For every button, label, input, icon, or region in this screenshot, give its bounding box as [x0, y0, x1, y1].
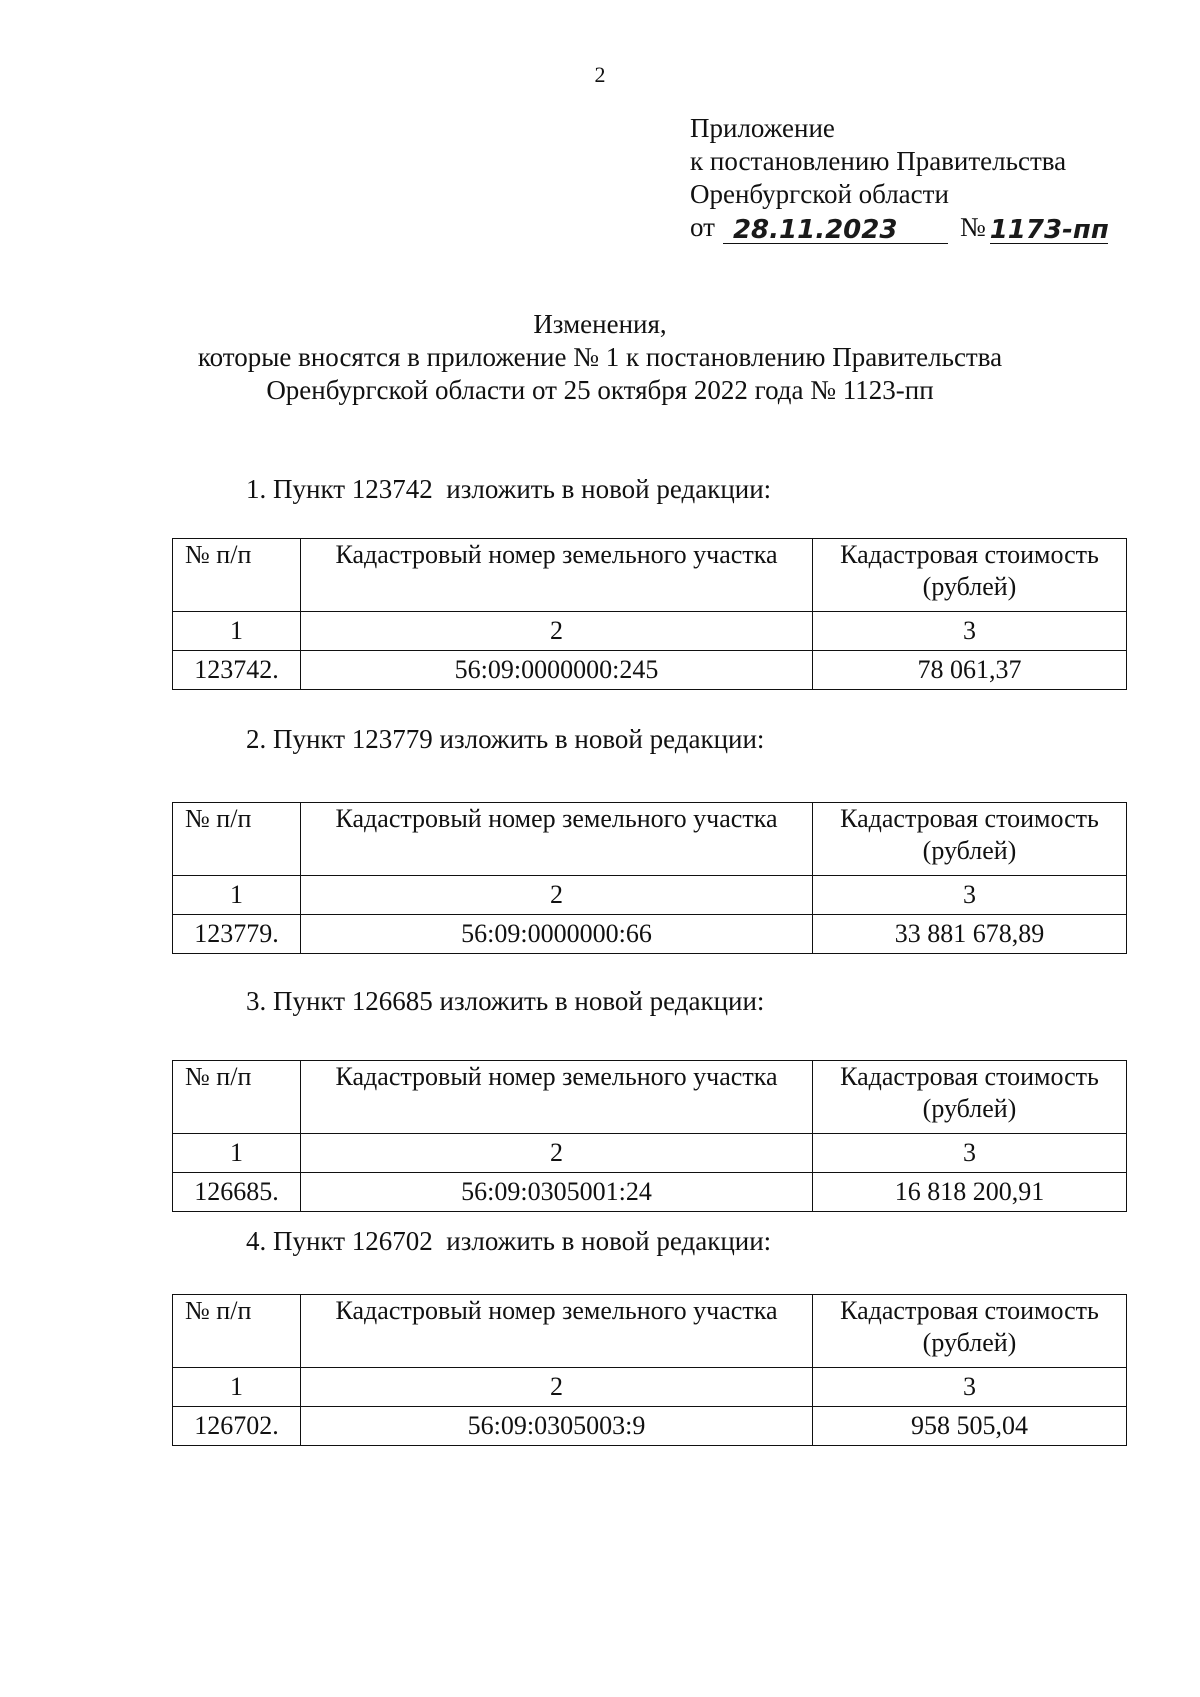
row-cadastral: 56:09:0000000:245 — [301, 651, 813, 690]
document-title — [0, 308, 1200, 407]
table-header-row — [173, 539, 1127, 612]
table-row — [173, 915, 1127, 954]
row-cost: 78 061,37 — [813, 651, 1127, 690]
index-cell-2: 2 — [301, 612, 813, 651]
date-prefix: от — [690, 212, 715, 242]
table-row — [173, 651, 1127, 690]
section-heading-2: 2. Пункт 123779 изложить в новой редакции: — [246, 724, 765, 754]
header-num: № п/п — [173, 803, 301, 876]
header-cadastral: Кадастровый номер земельного участка — [301, 803, 813, 876]
index-cell-2: 2 — [301, 876, 813, 915]
header-cadastral: Кадастровый номер земельного участка — [301, 539, 813, 612]
row-num: 123779. — [173, 915, 301, 954]
table-header-row — [173, 803, 1127, 876]
table-header-row — [173, 1295, 1127, 1368]
header-num: № п/п — [173, 539, 301, 612]
cadastral-table-1 — [172, 538, 1127, 690]
row-cadastral: 56:09:0305001:24 — [301, 1173, 813, 1212]
appendix-line-1: Приложение — [690, 113, 835, 143]
index-cell-2: 2 — [301, 1134, 813, 1173]
index-cell-3: 3 — [813, 1368, 1127, 1407]
cadastral-table-2 — [172, 802, 1127, 954]
index-cell-1: 1 — [173, 1368, 301, 1407]
date-field — [723, 213, 948, 244]
table-index-row — [173, 612, 1127, 651]
table-index-row — [173, 1368, 1127, 1407]
cadastral-table-3 — [172, 1060, 1127, 1212]
section-heading-1: 1. Пункт 123742 изложить в новой редакции: — [246, 474, 772, 504]
section-heading-4: 4. Пункт 126702 изложить в новой редакции: — [246, 1226, 772, 1256]
index-cell-1: 1 — [173, 612, 301, 651]
header-num: № п/п — [173, 1061, 301, 1134]
row-num: 126685. — [173, 1173, 301, 1212]
number-field — [990, 213, 1108, 244]
section-heading-3: 3. Пункт 126685 изложить в новой редакции: — [246, 986, 765, 1016]
header-cost: Кадастровая стоимость (рублей) — [813, 1295, 1127, 1368]
row-num: 123742. — [173, 651, 301, 690]
title-line-1: Изменения, — [533, 309, 667, 339]
index-cell-3: 3 — [813, 1134, 1127, 1173]
page-number: 2 — [594, 62, 606, 87]
index-cell-3: 3 — [813, 876, 1127, 915]
table-header-row — [173, 1061, 1127, 1134]
handwritten-number: 1173-пп — [989, 215, 1109, 245]
header-cost: Кадастровая стоимость (рублей) — [813, 803, 1127, 876]
appendix-block — [690, 112, 1108, 244]
handwritten-date: 28.11.2023 — [732, 215, 898, 245]
title-line-2: которые вносятся в приложение № 1 к постановлению Правительства — [197, 342, 1003, 372]
title-line-3: Оренбургской области от 25 октября 2022 года № 1123-пп — [266, 375, 934, 405]
header-cadastral: Кадастровый номер земельного участка — [301, 1061, 813, 1134]
header-cost: Кадастровая стоимость (рублей) — [813, 1061, 1127, 1134]
row-cost: 33 881 678,89 — [813, 915, 1127, 954]
row-cost: 16 818 200,91 — [813, 1173, 1127, 1212]
row-cadastral: 56:09:0000000:66 — [301, 915, 813, 954]
cadastral-table-4 — [172, 1294, 1127, 1446]
row-num: 126702. — [173, 1407, 301, 1446]
header-cadastral: Кадастровый номер земельного участка — [301, 1295, 813, 1368]
header-cost: Кадастровая стоимость (рублей) — [813, 539, 1127, 612]
row-cost: 958 505,04 — [813, 1407, 1127, 1446]
appendix-line-2: к постановлению Правительства — [690, 146, 1067, 176]
table-row — [173, 1173, 1127, 1212]
index-cell-1: 1 — [173, 876, 301, 915]
index-cell-1: 1 — [173, 1134, 301, 1173]
number-prefix: № — [959, 212, 986, 242]
row-cadastral: 56:09:0305003:9 — [301, 1407, 813, 1446]
table-index-row — [173, 1134, 1127, 1173]
appendix-line-3: Оренбургской области — [690, 179, 949, 209]
table-row — [173, 1407, 1127, 1446]
table-index-row — [173, 876, 1127, 915]
index-cell-3: 3 — [813, 612, 1127, 651]
header-num: № п/п — [173, 1295, 301, 1368]
appendix-date-number-line — [690, 211, 1108, 244]
index-cell-2: 2 — [301, 1368, 813, 1407]
